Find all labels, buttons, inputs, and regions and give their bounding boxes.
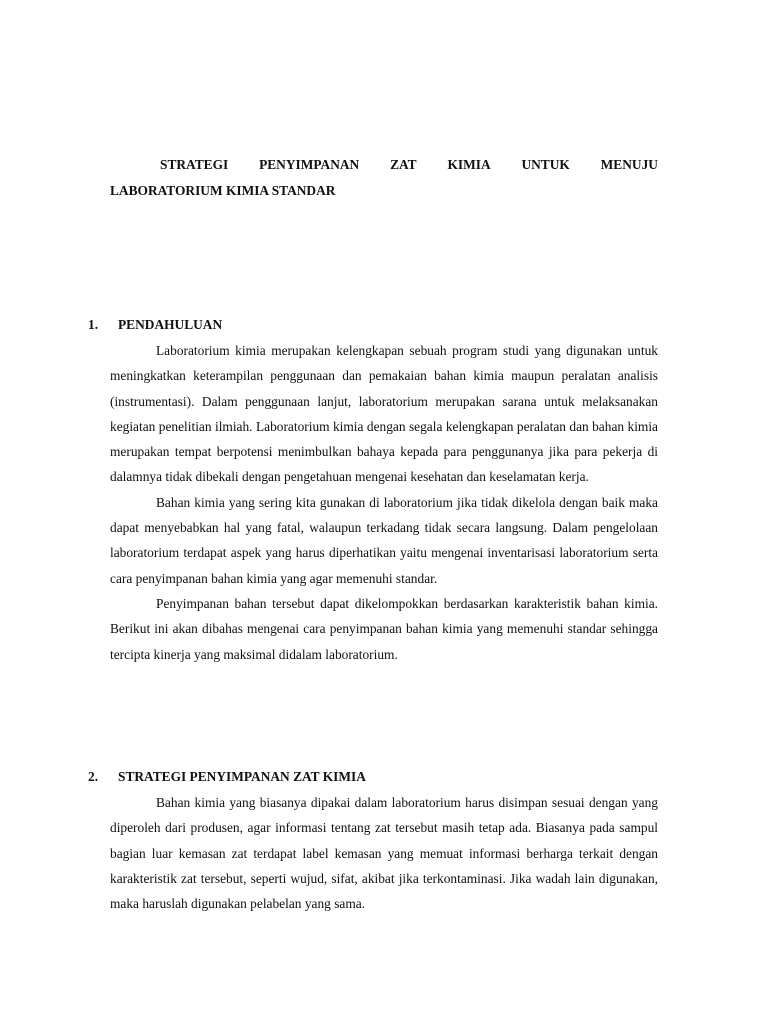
section-heading (88, 314, 658, 336)
section-strategi-penyimpanan (88, 766, 658, 916)
paragraph: Laboratorium kimia merupakan kelengkapan sebuah program studi yang digunakan untuk meningkatkan keterampilan penggunaan dan pemakaian bahan kimia maupun peralatan analisis (instrumentasi). Dalam penggunaan lanjut, laboratorium merupakan sarana untuk melaksanakan kegiatan penelitian ilmiah. Laboratorium kimia dengan segala kelengkapan peralatan dan bahan kimia merupakan tempat berpotensi menimbulkan bahaya kepada para penggunanya jika para pekerja di dalamnya tidak dibekali dengan pengetahuan mengenai kesehatan dan keselamatan kerja. (110, 343, 658, 485)
section-heading (88, 766, 658, 788)
section-number: 1. (88, 317, 99, 332)
title-line-2: LABORATORIUM KIMIA STANDAR (110, 183, 336, 198)
title-word: PENYIMPANAN (259, 157, 360, 172)
paragraph: Penyimpanan bahan tersebut dapat dikelompokkan berdasarkan karakteristik bahan kimia. Berikut ini akan dibahas mengenai cara penyimpanan bahan kimia yang memenuhi standar sehingga tercipta kinerja yang maksimal didalam laboratorium. (110, 595, 658, 662)
document-title (110, 152, 658, 204)
title-word: KIMIA (447, 157, 491, 172)
title-word: UNTUK (521, 157, 570, 172)
title-word: STRATEGI (160, 157, 229, 172)
section-title: STRATEGI PENYIMPANAN ZAT KIMIA (118, 769, 366, 784)
paragraph: Bahan kimia yang sering kita gunakan di laboratorium jika tidak dikelola dengan baik maka dapat menyebabkan hal yang fatal, walaupun terkadang tidak secara langsung. Dalam pengelolaan laboratorium terdapat aspek yang harus diperhatikan yaitu mengenai inventarisasi laboratorium serta cara penyimpanan bahan kimia yang agar memenuhi standar. (110, 494, 658, 586)
title-word: MENUJU (600, 157, 658, 172)
title-word: ZAT (390, 157, 417, 172)
paragraph: Bahan kimia yang biasanya dipakai dalam laboratorium harus disimpan sesuai dengan yang diperoleh dari produsen, agar informasi tentang zat tersebut masih tetap ada. Biasanya pada sampul bagian luar kemasan zat terdapat label kemasan yang memuat informasi berharga terkait dengan karakteristik zat tersebut, seperti wujud, sifat, akibat jika terkontaminasi. Jika wadah lain digunakan, maka haruslah digunakan pelabelan yang sama. (110, 795, 658, 912)
section-number: 2. (88, 769, 99, 784)
section-title: PENDAHULUAN (118, 317, 223, 332)
section-pendahuluan (88, 314, 658, 667)
title-line-1 (110, 152, 658, 178)
